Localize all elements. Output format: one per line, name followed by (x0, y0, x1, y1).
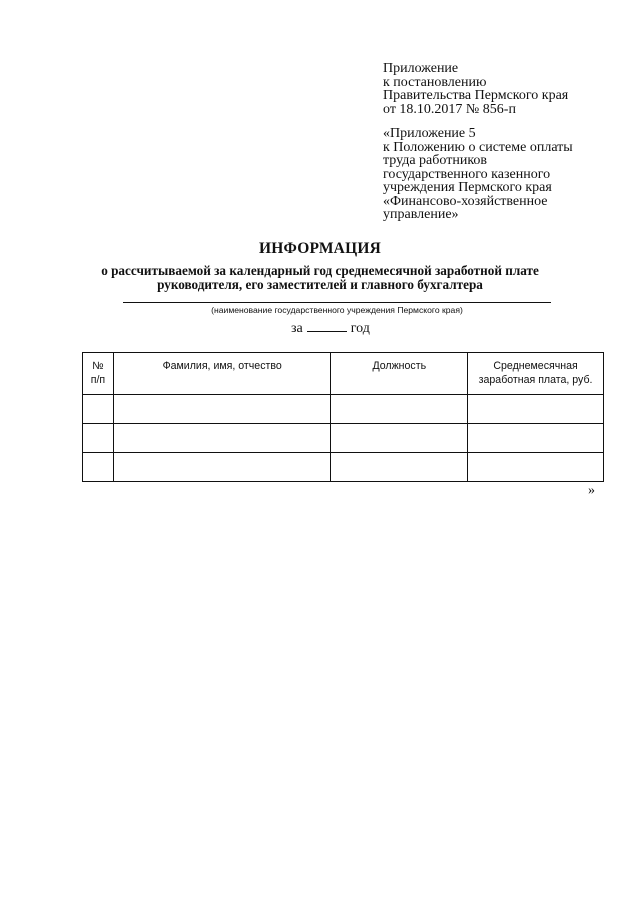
table-cell (83, 395, 114, 424)
institution-name-blank-line (123, 302, 551, 303)
table-cell (331, 424, 468, 453)
table-row (83, 395, 604, 424)
subtitle-line-1: о рассчитываемой за календарный год среднемесячной заработной плате (101, 263, 539, 278)
subtitle-line-2: руководителя, его заместителей и главного бухгалтера (157, 277, 483, 292)
year-prefix: за (291, 321, 303, 336)
salary-table (82, 352, 604, 482)
header-full-name: Фамилия, имя, отчество (113, 353, 330, 395)
table-cell (113, 395, 330, 424)
table-cell (331, 453, 468, 482)
header-average-salary: Среднемесячная заработная плата, руб. (468, 353, 604, 395)
table-cell (113, 453, 330, 482)
table-row (83, 453, 604, 482)
table-cell (83, 424, 114, 453)
table-cell (468, 424, 604, 453)
header-position: Должность (331, 353, 468, 395)
appendix-5-reference: «Приложение 5 к Положению о системе оплаты труда работников государственного казенного учреждения Пермского края «Финансово-хозяйственное управление» (383, 126, 573, 222)
appendix-reference: Приложение к постановлению Правительства Пермского края от 18.10.2017 № 856-п (383, 61, 569, 117)
table-header-row (83, 353, 604, 395)
table-cell (331, 395, 468, 424)
year-row (291, 319, 370, 337)
table-cell (468, 453, 604, 482)
closing-quote: » (588, 483, 595, 498)
table-cell (83, 453, 114, 482)
institution-name-caption: (наименование государственного учреждения Пермского края) (211, 305, 463, 315)
year-blank (307, 319, 347, 332)
table-row (83, 424, 604, 453)
header-number: № п/п (83, 353, 114, 395)
document-subtitle (0, 264, 640, 292)
year-suffix: год (350, 321, 370, 336)
table-cell (468, 395, 604, 424)
table-cell (113, 424, 330, 453)
document-title: ИНФОРМАЦИЯ (259, 240, 381, 257)
